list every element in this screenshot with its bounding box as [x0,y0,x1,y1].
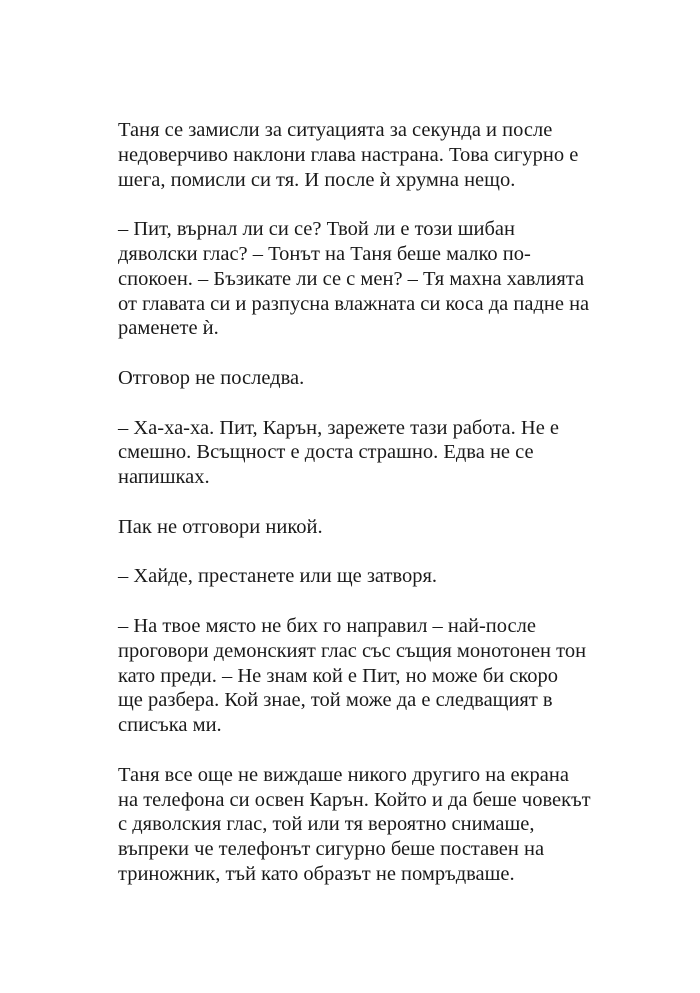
text-line: смешно. Всъщност е доста страшно. Едва не се [118,441,534,464]
text-line: с дяволския глас, той или тя вероятно снимаше, [118,813,535,836]
text-line: триножник, тъй като образът не помръдваше. [118,862,515,885]
text-line: на телефона си освен Карън. Който и да беше човекът [118,788,591,811]
text-line: – Пит, върнал ли си се? Твой ли е този шибан [118,218,515,241]
text-line: Отговор не последва. [118,366,305,389]
text-line: – Хайде, престанете или ще затворя. [118,565,438,588]
paragraph-3 [118,366,588,391]
text-line: напишках. [118,466,210,489]
text-line: спокоен. – Бъзикате ли се с мен? – Тя махна хавлията [118,267,585,290]
text-line: Таня все още не виждаше никого другиго на екрана [118,763,569,786]
text-line: шега, помисли си тя. И после ѝ хрумна нещо. [118,168,516,191]
paragraph-5 [118,515,588,540]
body-text [118,118,591,912]
text-line: – Ха-ха-ха. Пит, Карън, зарежете тази работа. Не е [118,416,560,439]
text-line: въпреки че телефонът сигурно беше поставен на [118,838,545,861]
text-line: – На твое място не бих го направил – най-после [118,614,536,637]
text-line: раменете ѝ. [118,317,219,340]
paragraph-2 [118,217,588,341]
text-line: Таня се замисли за ситуацията за секунда и после [118,119,553,141]
text-line: недоверчиво наклони глава настрана. Това сигурно е [118,143,579,166]
paragraph-1 [118,118,588,192]
text-line: като преди. – Не знам кой е Пит, но може би скоро [118,664,559,687]
text-line: списъка ми. [118,714,222,737]
paragraph-6 [118,564,588,589]
text-line: дяволски глас? – Тонът на Таня беше малко по- [118,242,531,265]
paragraph-7 [118,614,588,738]
text-line: проговори демонският глас със същия монотонен тон [118,639,587,662]
paragraph-8 [118,763,591,887]
text-line: ще разбера. Кой знае, той може да е следващият в [118,689,553,712]
text-line: от главата си и разпусна влажната си коса да падне на [118,292,590,315]
text-line: Пак не отговори никой. [118,515,323,538]
paragraph-4 [118,416,588,490]
